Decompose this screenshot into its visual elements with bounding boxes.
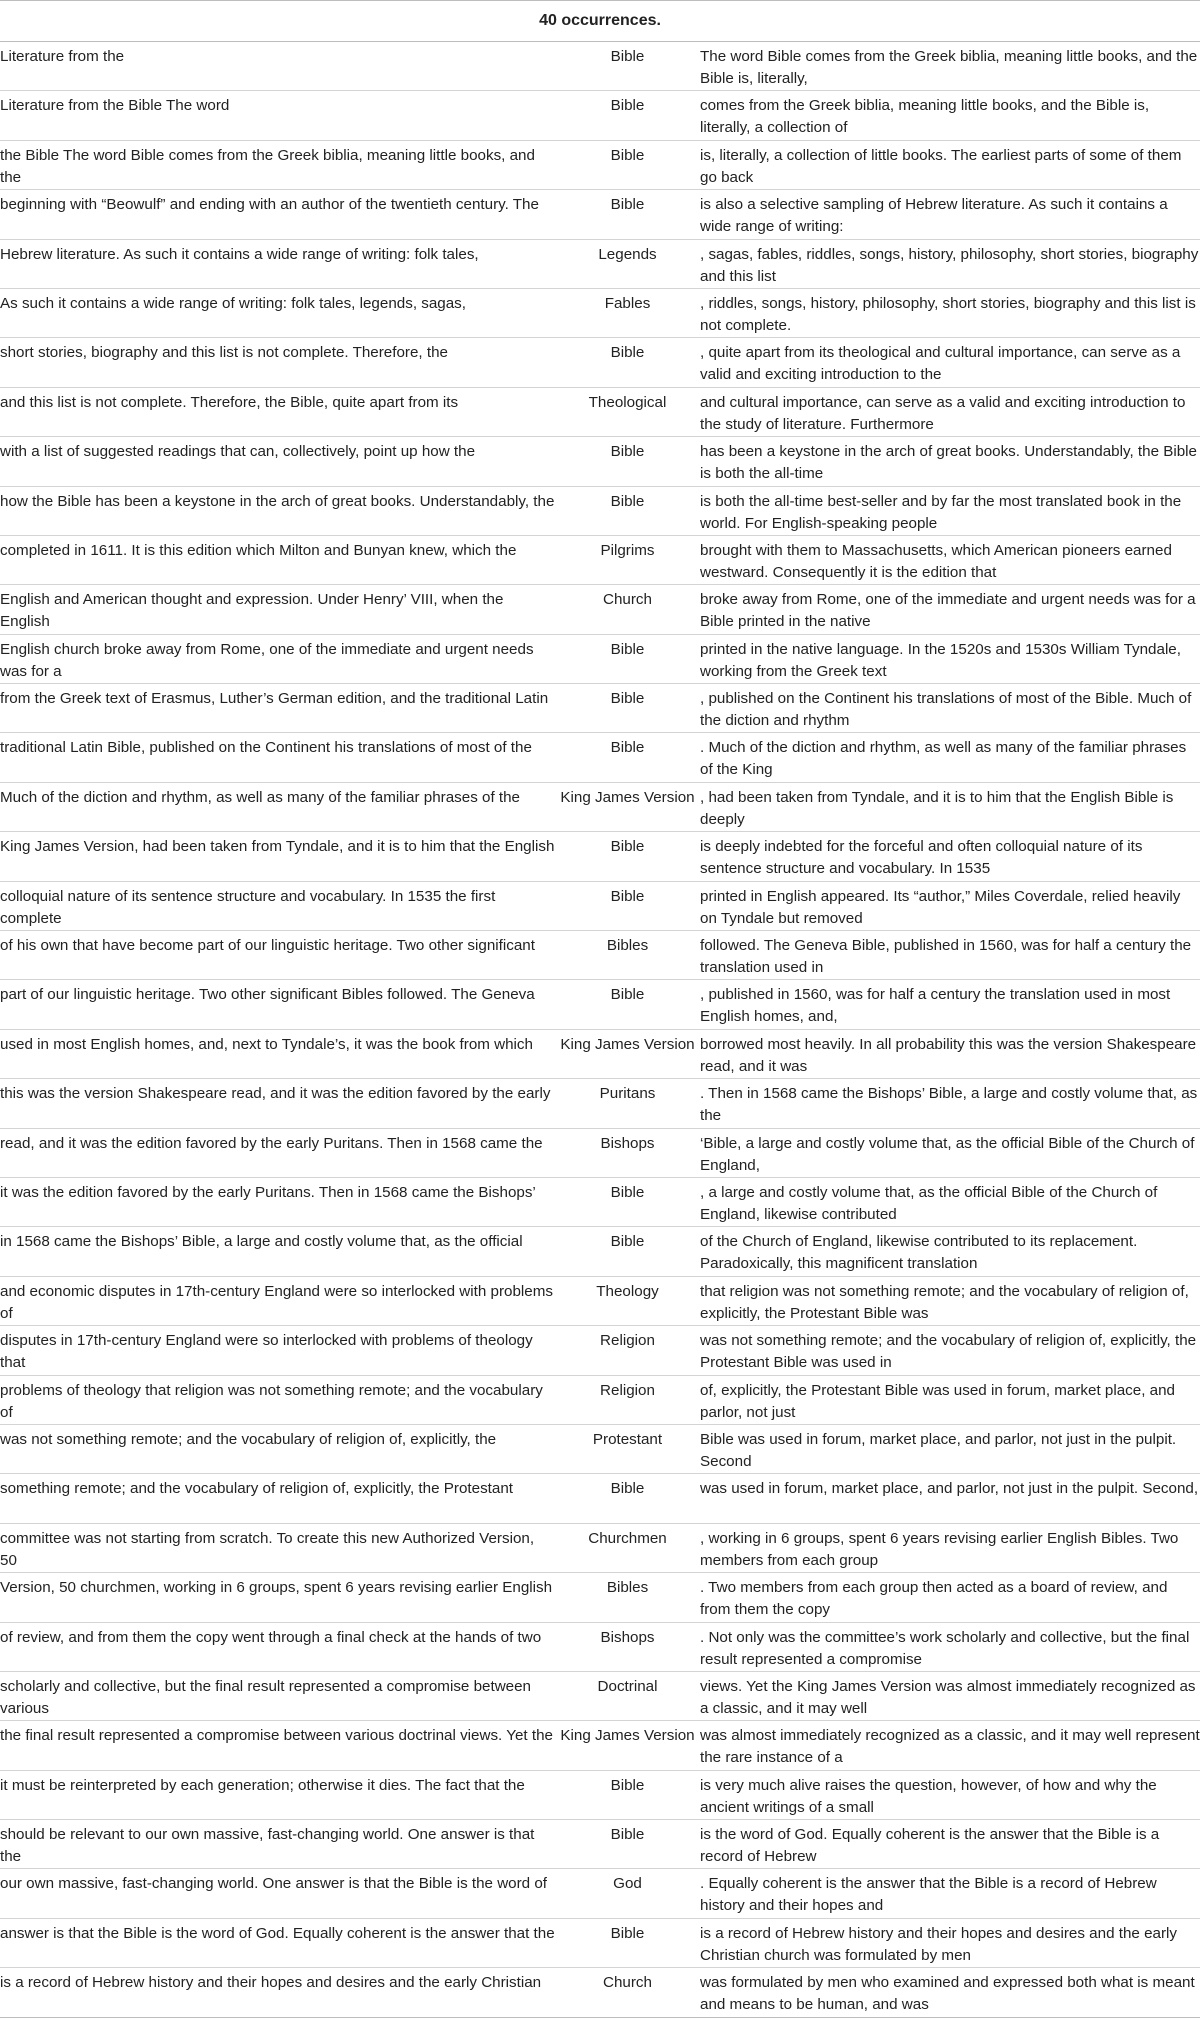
left-context: with a list of suggested readings that can, collectively, point up how the xyxy=(0,437,555,486)
table-body xyxy=(0,42,1200,2018)
table-row xyxy=(0,1622,1200,1671)
left-context: committee was not starting from scratch. To create this new Authorized Version, 50 xyxy=(0,1523,555,1572)
left-context: this was the version Shakespeare read, and it was the edition favored by the early xyxy=(0,1079,555,1128)
left-context: the Bible The word Bible comes from the Greek biblia, meaning little books, and the xyxy=(0,140,555,189)
keyword: Bible xyxy=(610,48,645,65)
table-row xyxy=(0,832,1200,881)
keyword: God xyxy=(555,1869,700,1918)
keyword: Bible xyxy=(555,1227,700,1276)
right-context: of, explicitly, the Protestant Bible was used in forum, market place, and parlor, not just xyxy=(700,1375,1200,1424)
right-context: of the Church of England, likewise contributed to its replacement. Paradoxically, this magnificent translation xyxy=(700,1227,1200,1276)
keyword: Bible xyxy=(555,1770,700,1819)
left-context: the final result represented a compromise between various doctrinal views. Yet the xyxy=(0,1721,555,1770)
left-context: colloquial nature of its sentence structure and vocabulary. In 1535 the first complete xyxy=(0,881,555,930)
table-row xyxy=(0,288,1200,337)
left-context: Literature from the xyxy=(0,48,125,65)
right-context: . Not only was the committee’s work scholarly and collective, but the final result represented a compromise xyxy=(700,1622,1200,1671)
keyword: Religion xyxy=(555,1326,700,1375)
table-row xyxy=(0,585,1200,634)
table-header xyxy=(0,1,1200,42)
table-row xyxy=(0,1820,1200,1869)
left-context: and this list is not complete. Therefore, the Bible, quite apart from its xyxy=(0,387,555,436)
table-row xyxy=(0,733,1200,782)
keyword: Legends xyxy=(555,239,700,288)
left-context: from the Greek text of Erasmus, Luther’s German edition, and the traditional Latin xyxy=(0,684,555,733)
left-context: beginning with “Beowulf” and ending with an author of the twentieth century. The xyxy=(0,190,555,239)
right-context: borrowed most heavily. In all probability this was the version Shakespeare read, and it was xyxy=(700,1029,1200,1078)
table-row xyxy=(0,1918,1200,1967)
right-context: that religion was not something remote; and the vocabulary of religion of, explicitly, the Protestant Bible was xyxy=(700,1276,1200,1325)
left-context: As such it contains a wide range of writing: folk tales, legends, sagas, xyxy=(0,288,555,337)
left-context: of his own that have become part of our linguistic heritage. Two other significant xyxy=(0,931,555,980)
keyword: Religion xyxy=(555,1375,700,1424)
table-row xyxy=(0,437,1200,486)
table-row xyxy=(0,1573,1200,1622)
left-context: disputes in 17th-century England were so interlocked with problems of theology that xyxy=(0,1326,555,1375)
left-context: Much of the diction and rhythm, as well as many of the familiar phrases of the xyxy=(0,782,555,831)
table-row xyxy=(0,1721,1200,1770)
table-row xyxy=(0,1523,1200,1572)
keyword: Bible xyxy=(555,634,700,683)
table-row xyxy=(0,634,1200,683)
keyword: Bishops xyxy=(555,1622,700,1671)
table-row xyxy=(0,42,1200,91)
right-context: printed in English appeared. Its “author,” Miles Coverdale, relied heavily on Tyndale but removed xyxy=(700,881,1200,930)
table-row xyxy=(0,1770,1200,1819)
right-context: , working in 6 groups, spent 6 years revising earlier English Bibles. Two members from each group xyxy=(700,1523,1200,1572)
right-context: , riddles, songs, history, philosophy, short stories, biography and this list is not complete. xyxy=(700,288,1200,337)
right-context: , had been taken from Tyndale, and it is to him that the English Bible is deeply xyxy=(700,782,1200,831)
right-context: brought with them to Massachusetts, which American pioneers earned westward. Consequently it is the edition that xyxy=(700,535,1200,584)
right-context: , sagas, fables, riddles, songs, history, philosophy, short stories, biography and this list xyxy=(700,239,1200,288)
left-context: traditional Latin Bible, published on the Continent his translations of most of the xyxy=(0,733,555,782)
left-context: English church broke away from Rome, one of the immediate and urgent needs was for a xyxy=(0,634,555,683)
table-row xyxy=(0,1227,1200,1276)
left-context: is a record of Hebrew history and their hopes and desires and the early Christian xyxy=(0,1968,555,2017)
keyword: King James Version xyxy=(555,782,700,831)
table-row xyxy=(0,190,1200,239)
left-context: and economic disputes in 17th-century England were so interlocked with problems of xyxy=(0,1276,555,1325)
keyword: Pilgrims xyxy=(555,535,700,584)
table-row xyxy=(0,1474,1200,1523)
right-context: printed in the native language. In the 1520s and 1530s William Tyndale, working from the Greek text xyxy=(700,634,1200,683)
left-context: our own massive, fast-changing world. One answer is that the Bible is the word of xyxy=(0,1869,555,1918)
left-context: part of our linguistic heritage. Two other significant Bibles followed. The Geneva xyxy=(0,980,555,1029)
table-row xyxy=(0,91,1200,140)
right-context: views. Yet the King James Version was almost immediately recognized as a classic, and it may well xyxy=(700,1671,1200,1720)
table-row xyxy=(0,338,1200,387)
right-context: is, literally, a collection of little books. The earliest parts of some of them go back xyxy=(700,140,1200,189)
keyword: Bible xyxy=(555,832,700,881)
right-context: is also a selective sampling of Hebrew literature. As such it contains a wide range of writing: xyxy=(700,190,1200,239)
keyword: Bible xyxy=(555,980,700,1029)
keyword: Church xyxy=(555,1968,700,2017)
table-row xyxy=(0,1968,1200,2017)
keyword: Protestant xyxy=(555,1424,700,1473)
keyword: Bible xyxy=(555,91,700,140)
header-row xyxy=(0,1,1200,42)
left-context: how the Bible has been a keystone in the arch of great books. Understandably, the xyxy=(0,486,555,535)
left-context: should be relevant to our own massive, fast-changing world. One answer is that the xyxy=(0,1820,555,1869)
keyword: King James Version xyxy=(555,1721,700,1770)
left-context: it was the edition favored by the early Puritans. Then in 1568 came the Bishops’ xyxy=(0,1177,555,1226)
left-context: of review, and from them the copy went through a final check at the hands of two xyxy=(0,1622,555,1671)
right-context: . Equally coherent is the answer that the Bible is a record of Hebrew history and their hopes and xyxy=(700,1869,1200,1918)
table-row xyxy=(0,1079,1200,1128)
right-context: has been a keystone in the arch of great books. Understandably, the Bible is both the all-time xyxy=(700,437,1200,486)
keyword: Bible xyxy=(555,1474,700,1523)
keyword: Theology xyxy=(555,1276,700,1325)
right-context: , quite apart from its theological and cultural importance, can serve as a valid and exciting introduction to the xyxy=(700,338,1200,387)
left-context: answer is that the Bible is the word of God. Equally coherent is the answer that the xyxy=(0,1918,555,1967)
right-context: is the word of God. Equally coherent is the answer that the Bible is a record of Hebrew xyxy=(700,1820,1200,1869)
keyword: Bible xyxy=(555,190,700,239)
table-row xyxy=(0,535,1200,584)
right-context: was not something remote; and the vocabulary of religion of, explicitly, the Protestant Bible was used in xyxy=(700,1326,1200,1375)
keyword: Bible xyxy=(555,437,700,486)
right-context: was formulated by men who examined and expressed both what is meant and means to be human, and was xyxy=(700,1968,1200,2017)
keyword: Bible xyxy=(555,486,700,535)
table-row xyxy=(0,980,1200,1029)
keyword: Bible xyxy=(555,140,700,189)
right-context: . Much of the diction and rhythm, as well as many of the familiar phrases of the King xyxy=(700,733,1200,782)
left-context: was not something remote; and the vocabulary of religion of, explicitly, the xyxy=(0,1424,555,1473)
table-row xyxy=(0,881,1200,930)
keyword: Theological xyxy=(555,387,700,436)
left-context: read, and it was the edition favored by the early Puritans. Then in 1568 came the xyxy=(0,1128,555,1177)
right-context: , published in 1560, was for half a century the translation used in most English homes, and, xyxy=(700,980,1200,1029)
table-row xyxy=(0,387,1200,436)
left-context: completed in 1611. It is this edition which Milton and Bunyan knew, which the xyxy=(0,535,555,584)
right-context: was almost immediately recognized as a classic, and it may well represent the rare instance of a xyxy=(700,1721,1200,1770)
left-context: Literature from the Bible The word xyxy=(0,91,555,140)
right-context: ‘Bible, a large and costly volume that, as the official Bible of the Church of England, xyxy=(700,1128,1200,1177)
table-row xyxy=(0,1128,1200,1177)
left-context: short stories, biography and this list is not complete. Therefore, the xyxy=(0,338,555,387)
left-context: King James Version, had been taken from Tyndale, and it is to him that the English xyxy=(0,832,555,881)
table-row xyxy=(0,1177,1200,1226)
occurrences-title: 40 occurrences. xyxy=(0,1,1200,42)
right-context: . Two members from each group then acted as a board of review, and from them the copy xyxy=(700,1573,1200,1622)
right-context: is both the all-time best-seller and by far the most translated book in the world. For English-speaking people xyxy=(700,486,1200,535)
left-context: Hebrew literature. As such it contains a wide range of writing: folk tales, xyxy=(0,239,555,288)
table-row xyxy=(0,684,1200,733)
keyword: Bishops xyxy=(555,1128,700,1177)
keyword: Bible xyxy=(555,338,700,387)
right-context: comes from the Greek biblia, meaning little books, and the Bible is, literally, a collection of xyxy=(700,91,1200,140)
keyword: Bible xyxy=(555,1820,700,1869)
table-row xyxy=(0,1869,1200,1918)
table-row xyxy=(0,1375,1200,1424)
table-row xyxy=(0,1029,1200,1078)
right-context: , published on the Continent his translations of most of the Bible. Much of the diction and rhythm xyxy=(700,684,1200,733)
keyword: King James Version xyxy=(555,1029,700,1078)
keyword: Bibles xyxy=(555,931,700,980)
keyword: Bible xyxy=(555,733,700,782)
right-context: was used in forum, market place, and parlor, not just in the pulpit. Second, xyxy=(700,1474,1200,1523)
right-context: and cultural importance, can serve as a valid and exciting introduction to the study of literature. Furthermore xyxy=(700,387,1200,436)
table-row xyxy=(0,1424,1200,1473)
right-context: followed. The Geneva Bible, published in 1560, was for half a century the translation used in xyxy=(700,931,1200,980)
left-context: English and American thought and expression. Under Henry’ VIII, when the English xyxy=(0,585,555,634)
keyword: Fables xyxy=(555,288,700,337)
table-row xyxy=(0,931,1200,980)
right-context: is a record of Hebrew history and their hopes and desires and the early Christian church was formulated by men xyxy=(700,1918,1200,1967)
right-context: is very much alive raises the question, however, of how and why the ancient writings of a small xyxy=(700,1770,1200,1819)
right-context: Bible was used in forum, market place, and parlor, not just in the pulpit. Second xyxy=(700,1424,1200,1473)
table-row xyxy=(0,239,1200,288)
right-context: is deeply indebted for the forceful and often colloquial nature of its sentence structure and vocabulary. In 1535 xyxy=(700,832,1200,881)
right-context: , a large and costly volume that, as the official Bible of the Church of England, likewise contributed xyxy=(700,1177,1200,1226)
left-context: something remote; and the vocabulary of religion of, explicitly, the Protestant xyxy=(0,1474,555,1523)
keyword: Bibles xyxy=(555,1573,700,1622)
table-row xyxy=(0,782,1200,831)
left-context: in 1568 came the Bishops’ Bible, a large and costly volume that, as the official xyxy=(0,1227,555,1276)
keyword: Churchmen xyxy=(555,1523,700,1572)
table-row xyxy=(0,140,1200,189)
keyword: Doctrinal xyxy=(555,1671,700,1720)
keyword: Church xyxy=(555,585,700,634)
right-context: broke away from Rome, one of the immediate and urgent needs was for a Bible printed in the native xyxy=(700,585,1200,634)
table-row xyxy=(0,486,1200,535)
table-row xyxy=(0,1276,1200,1325)
keyword: Bible xyxy=(555,1918,700,1967)
left-context: used in most English homes, and, next to Tyndale’s, it was the book from which xyxy=(0,1029,555,1078)
keyword: Bible xyxy=(555,881,700,930)
keyword: Puritans xyxy=(555,1079,700,1128)
left-context: scholarly and collective, but the final result represented a compromise between various xyxy=(0,1671,555,1720)
right-context: The word Bible comes from the Greek biblia, meaning little books, and the Bible is, literally, xyxy=(700,48,1198,87)
table-row xyxy=(0,1671,1200,1720)
keyword: Bible xyxy=(555,1177,700,1226)
right-context: . Then in 1568 came the Bishops’ Bible, a large and costly volume that, as the xyxy=(700,1079,1200,1128)
keyword: Bible xyxy=(555,684,700,733)
table-row xyxy=(0,1326,1200,1375)
left-context: problems of theology that religion was not something remote; and the vocabulary of xyxy=(0,1375,555,1424)
left-context: it must be reinterpreted by each generation; otherwise it dies. The fact that the xyxy=(0,1770,555,1819)
left-context: Version, 50 churchmen, working in 6 groups, spent 6 years revising earlier English xyxy=(0,1573,555,1622)
